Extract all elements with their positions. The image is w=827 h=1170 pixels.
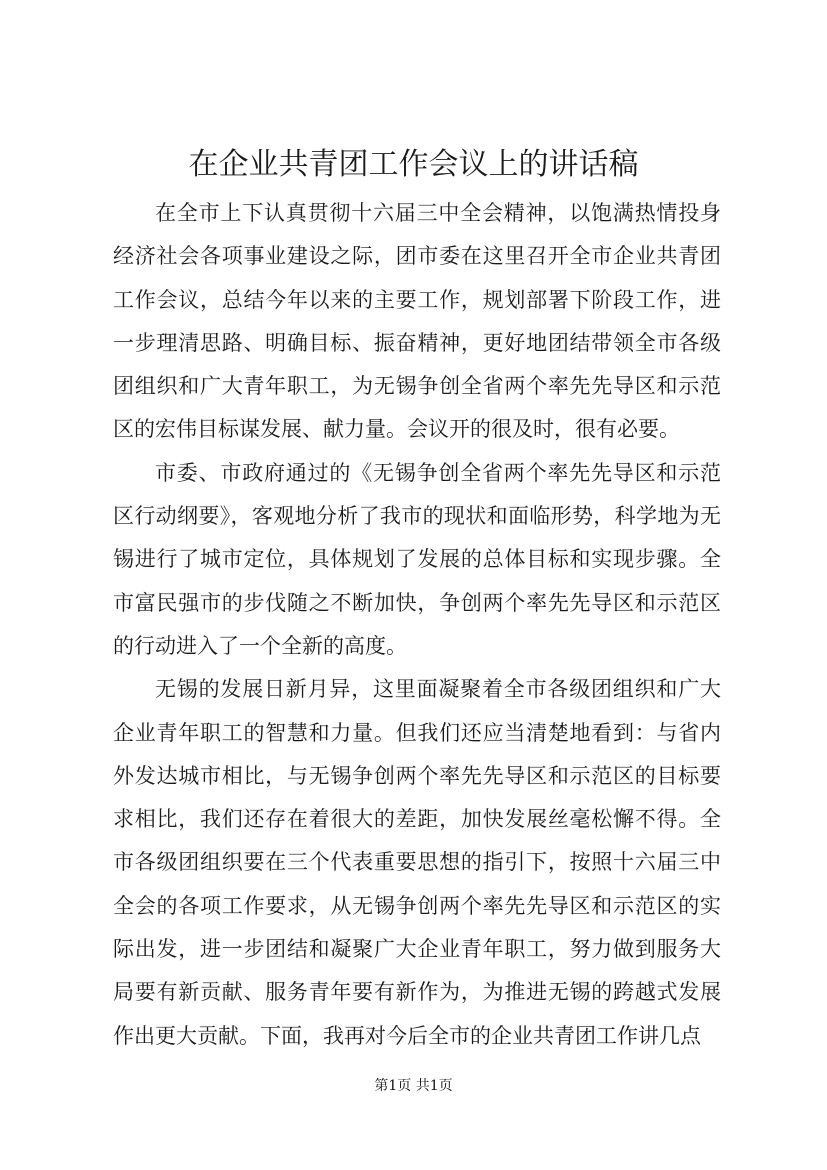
paragraph-3: 无锡的发展日新月异，这里面凝聚着全市各级团组织和广大企业青年职工的智慧和力量。但我们还应当清楚地看到：与省内外发达城市相比，与无锡争创两个率先先导区和示范区的目标要求相比，我们还存在着很大的差距，加快发展丝毫松懈不得。全市各级团组织要在三个代表重要思想的指引下，按照十六届三中全会的各项工作要求，从无锡争创两个率先先导区和示范区的实际出发，进一步团结和凝聚广大企业青年职工，努力做到服务大局要有新贡献、服务青年要有新作为，为推进无锡的跨越式发展作出更大贡献。下面，我再对今后全市的企业共青团工作讲几点 xyxy=(113,677,721,1048)
document-title: 在企业共青团工作会议上的讲话稿 xyxy=(188,147,639,182)
paragraph-1: 在全市上下认真贯彻十六届三中全会精神，以饱满热情投身经济社会各项事业建设之际，团市委在这里召开全市企业共青团工作会议，总结今年以来的主要工作，规划部署下阶段工作，进一步理清思路、明确目标、振奋精神，更好地团结带领全市各级团组织和广大青年职工，为无锡争创全省两个率先先导区和示范区的宏伟目标谋发展、献力量。会议开的很及时，很有必要。 xyxy=(113,201,721,442)
paragraph-2: 市委、市政府通过的《无锡争创全省两个率先先导区和示范区行动纲要》，客观地分析了我市的现状和面临形势，科学地为无锡进行了城市定位，具体规划了发展的总体目标和实现步骤。全市富民强市的步伐随之不断加快，争创两个率先先导区和示范区的行动进入了一个全新的高度。 xyxy=(113,460,721,658)
document-body xyxy=(113,192,721,1058)
page-footer: 第1页 共1页 xyxy=(374,1078,453,1094)
